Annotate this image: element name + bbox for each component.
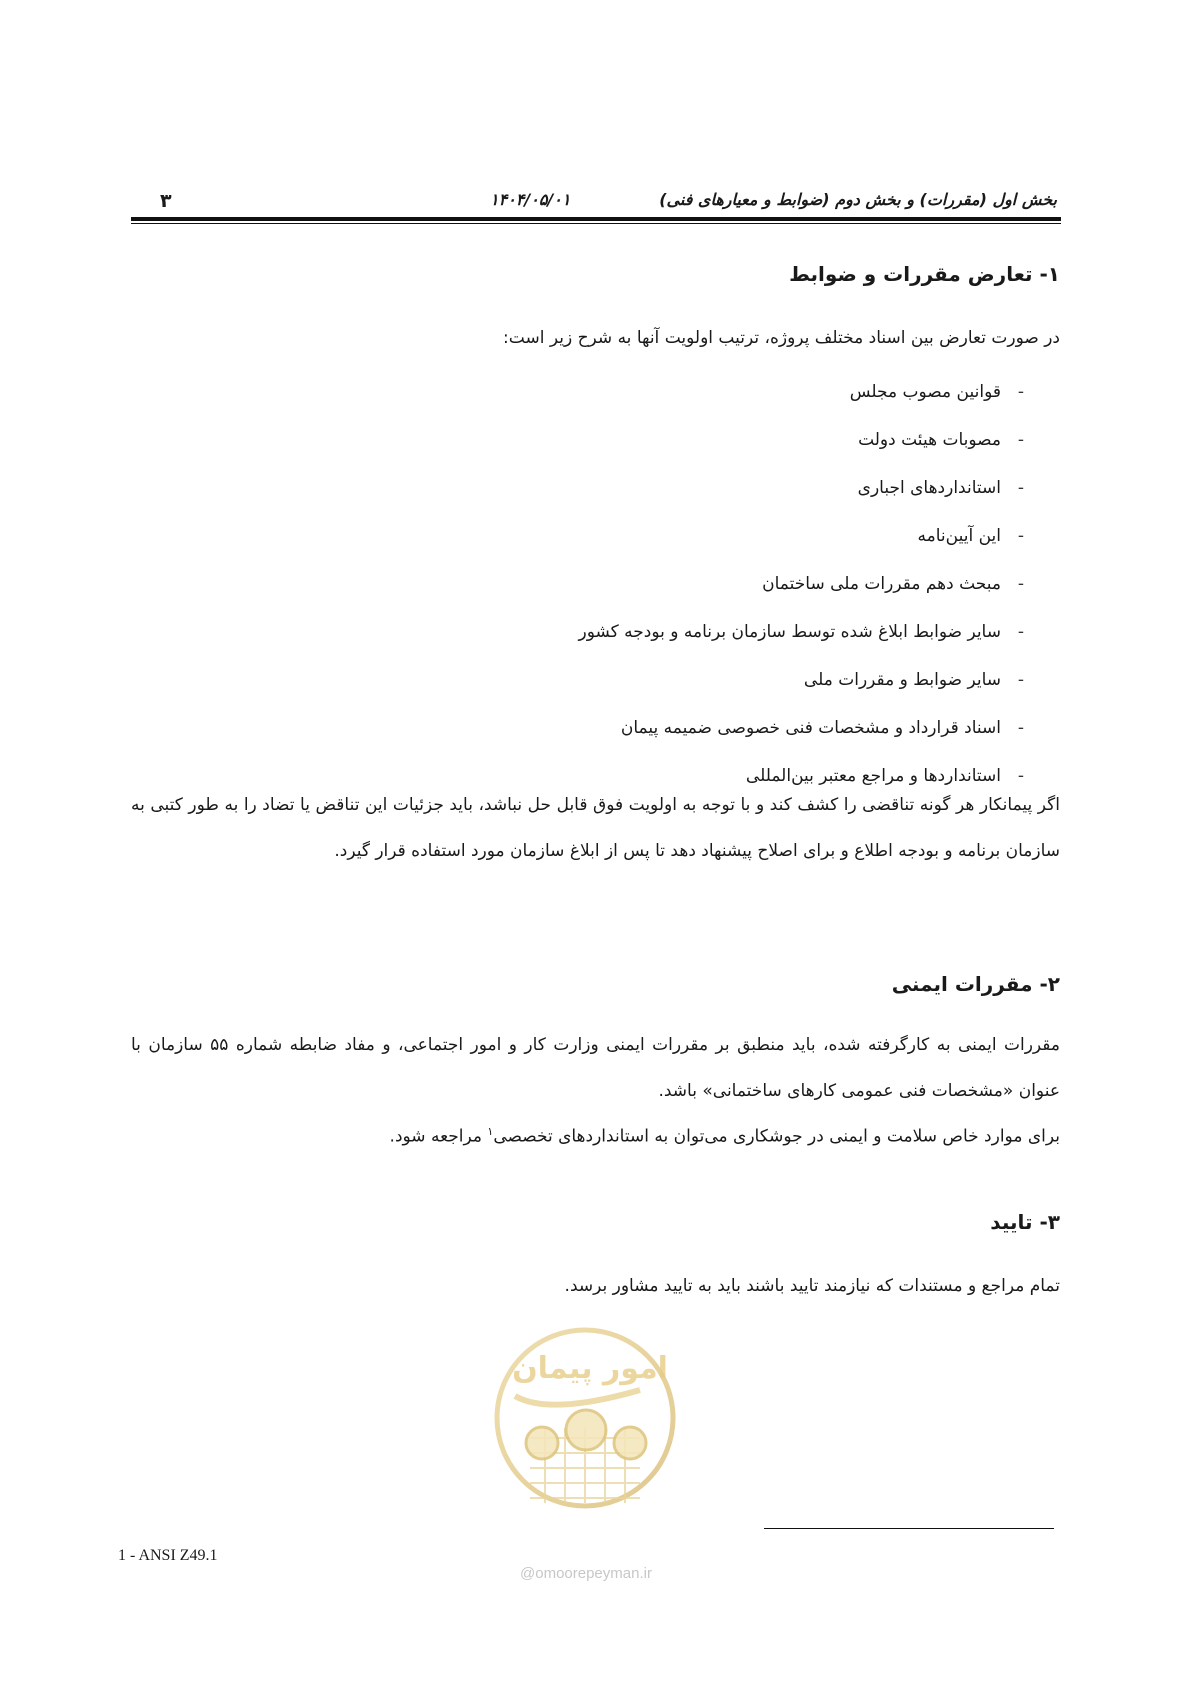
section-2-paragraph-2-text: برای موارد خاص سلامت و ایمنی در جوشکاری می‌توان به استانداردهای تخصصی: [493, 1126, 1060, 1147]
bullet-dash: -: [1017, 478, 1025, 498]
bullet-dash: -: [1017, 382, 1025, 402]
list-item: [578, 656, 1041, 704]
section-3-heading: ۳- تایید: [990, 1210, 1060, 1234]
bullet-dash: -: [1017, 526, 1025, 546]
footnote-rule: [764, 1528, 1054, 1529]
list-item-text: مصوبات هیئت دولت: [858, 430, 1001, 450]
section-3-paragraph: تمام مراجع و مستندات که نیازمند تایید باشند باید به تایید مشاور برسد.: [564, 1276, 1060, 1296]
list-item: [578, 512, 1041, 560]
bullet-dash: -: [1017, 574, 1025, 594]
bullet-dash: -: [1017, 430, 1025, 450]
section-2-paragraph-2-end: مراجعه شود.: [389, 1126, 488, 1147]
list-item-text: استانداردهای اجباری: [857, 478, 1001, 498]
page-number: ۳: [160, 190, 172, 212]
list-item-text: قوانین مصوب مجلس: [849, 382, 1001, 402]
section-2-heading: ۲- مقررات ایمنی: [891, 972, 1060, 996]
svg-text:امور پیمان: امور پیمان: [512, 1351, 668, 1386]
header-rule-thick: [131, 217, 1061, 221]
bullet-dash: -: [1017, 670, 1025, 690]
list-item-text: مبحث دهم مقررات ملی ساختمان: [762, 574, 1001, 594]
footnote-reference: ۱: [487, 1125, 494, 1138]
bullet-dash: -: [1017, 766, 1025, 786]
bullet-dash: -: [1017, 622, 1025, 642]
list-item-text: این آیین‌نامه: [917, 526, 1001, 546]
watermark-logo: [490, 1318, 680, 1558]
list-item: [578, 704, 1041, 752]
list-item-text: سایر ضوابط و مقررات ملی: [803, 670, 1001, 690]
watermark-url: @omoorepeyman.ir: [520, 1565, 652, 1582]
list-item-text: استانداردها و مراجع معتبر بین‌المللی: [745, 766, 1001, 786]
list-item: [578, 560, 1041, 608]
section-1-heading: ۱- تعارض مقررات و ضوابط: [789, 262, 1060, 286]
section-1-closing: اگر پیمانکار هر گونه تناقضی را کشف کند و با توجه به اولویت فوق قابل حل نباشد، باید جزئیات این تناقض یا تضاد را به طور کتبی به سازمان برنامه و بودجه اطلاع و برای اصلاح پیشنهاد دهد تا پس از ابلاغ سازمان مورد استفاده قرار گیرد.: [131, 795, 1060, 861]
list-item-text: سایر ضوابط ابلاغ شده توسط سازمان برنامه و بودجه کشور: [578, 622, 1001, 642]
priority-list: [578, 368, 1041, 800]
bullet-dash: -: [1017, 718, 1025, 738]
footnote-text: 1 - ANSI Z49.1: [118, 1547, 218, 1564]
section-2-paragraph: مقررات ایمنی به کارگرفته شده، باید منطبق بر مقررات ایمنی وزارت کار و امور اجتماعی، و مفاد ضابطه شماره ۵۵ سازمان با عنوان «مشخصات فنی عمومی کارهای ساختمانی» باشد.: [131, 1035, 1060, 1101]
section-1-intro: در صورت تعارض بین اسناد مختلف پروژه، ترتیب اولویت آنها به شرح زیر است:: [503, 328, 1060, 348]
header-title: بخش اول (مقررات) و بخش دوم (ضوابط و معیارهای فنی): [659, 190, 1057, 209]
list-item: [578, 416, 1041, 464]
header-date: ۱۴۰۴/۰۵/۰۱: [490, 190, 571, 209]
list-item: [578, 368, 1041, 416]
section-2-paragraph-2: [390, 1125, 1060, 1147]
list-item-text: اسناد قرارداد و مشخصات فنی خصوصی ضمیمه پیمان: [620, 718, 1001, 738]
list-item: [578, 464, 1041, 512]
list-item: [578, 608, 1041, 656]
header-rule-thin: [131, 223, 1061, 224]
